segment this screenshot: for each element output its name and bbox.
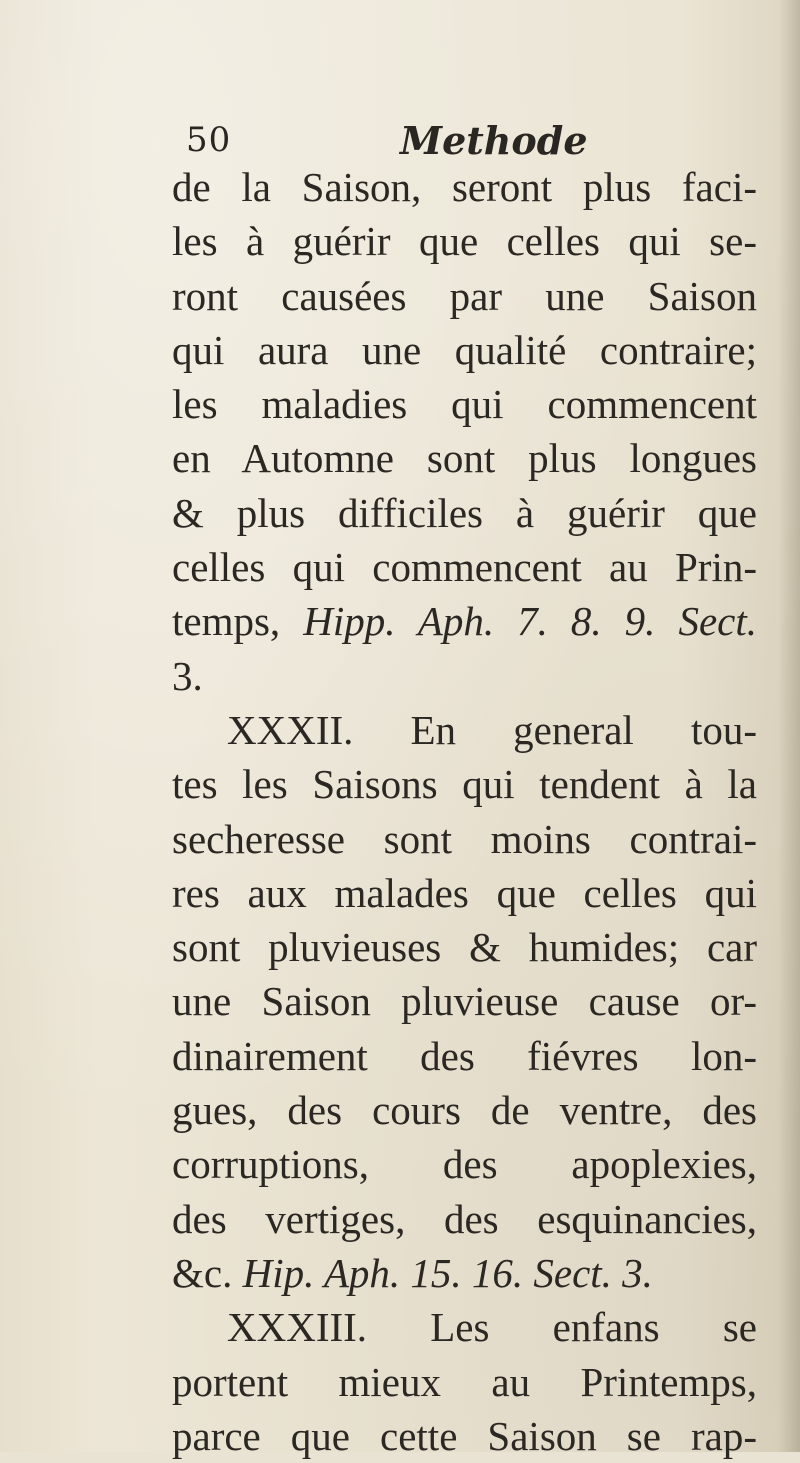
text-line: portent mieux au Printemps, bbox=[172, 1358, 757, 1405]
body-text bbox=[172, 160, 757, 1463]
text-line: les à guérir que celles qui se- bbox=[172, 218, 757, 265]
page-edge-shadow bbox=[778, 0, 800, 1452]
text-line: gues, des cours de ventre, des bbox=[172, 1087, 757, 1134]
article-heading-line: XXXIII. Les enfans se bbox=[227, 1304, 757, 1351]
text-line: res aux malades que celles qui bbox=[172, 869, 757, 916]
text-line: de la Saison, seront plus faci- bbox=[172, 164, 757, 210]
page-number: 50 bbox=[186, 120, 232, 160]
text-segment: temps, bbox=[172, 598, 281, 645]
text-line: dinairement des fiévres lon- bbox=[172, 1032, 757, 1079]
text-line: secheresse sont moins contrai- bbox=[172, 815, 757, 862]
text-line-with-reference bbox=[172, 1246, 757, 1300]
hippocrates-reference: Hipp. Aph. 7. 8. 9. Sect. bbox=[303, 598, 758, 645]
text-line: les maladies qui commencent bbox=[172, 381, 757, 428]
text-line: celles qui commencent au Prin- bbox=[172, 544, 757, 591]
text-line: 3. bbox=[172, 652, 203, 699]
text-line: en Automne sont plus longues bbox=[172, 435, 757, 482]
running-title: Methode bbox=[400, 118, 588, 163]
article-heading-line: XXXII. En general tou- bbox=[227, 706, 757, 753]
text-line: qui aura une qualité contraire; bbox=[172, 326, 757, 373]
text-line: une Saison pluvieuse cause or- bbox=[172, 978, 757, 1025]
text-line: & plus difficiles à guérir que bbox=[172, 489, 757, 536]
text-line: corruptions, des apoplexies, bbox=[172, 1141, 757, 1188]
hippocrates-reference: Hip. Aph. 15. 16. Sect. 3. bbox=[242, 1249, 653, 1296]
text-line-with-reference bbox=[172, 594, 757, 648]
text-line: ront causées par une Saison bbox=[172, 272, 757, 319]
text-line: parce que cette Saison se rap- bbox=[172, 1412, 757, 1459]
text-line: sont pluvieuses & humides; car bbox=[172, 924, 757, 971]
text-segment: &c. bbox=[172, 1249, 233, 1296]
text-line: tes les Saisons qui tendent à la bbox=[172, 761, 757, 808]
text-line: des vertiges, des esquinancies, bbox=[172, 1195, 757, 1242]
